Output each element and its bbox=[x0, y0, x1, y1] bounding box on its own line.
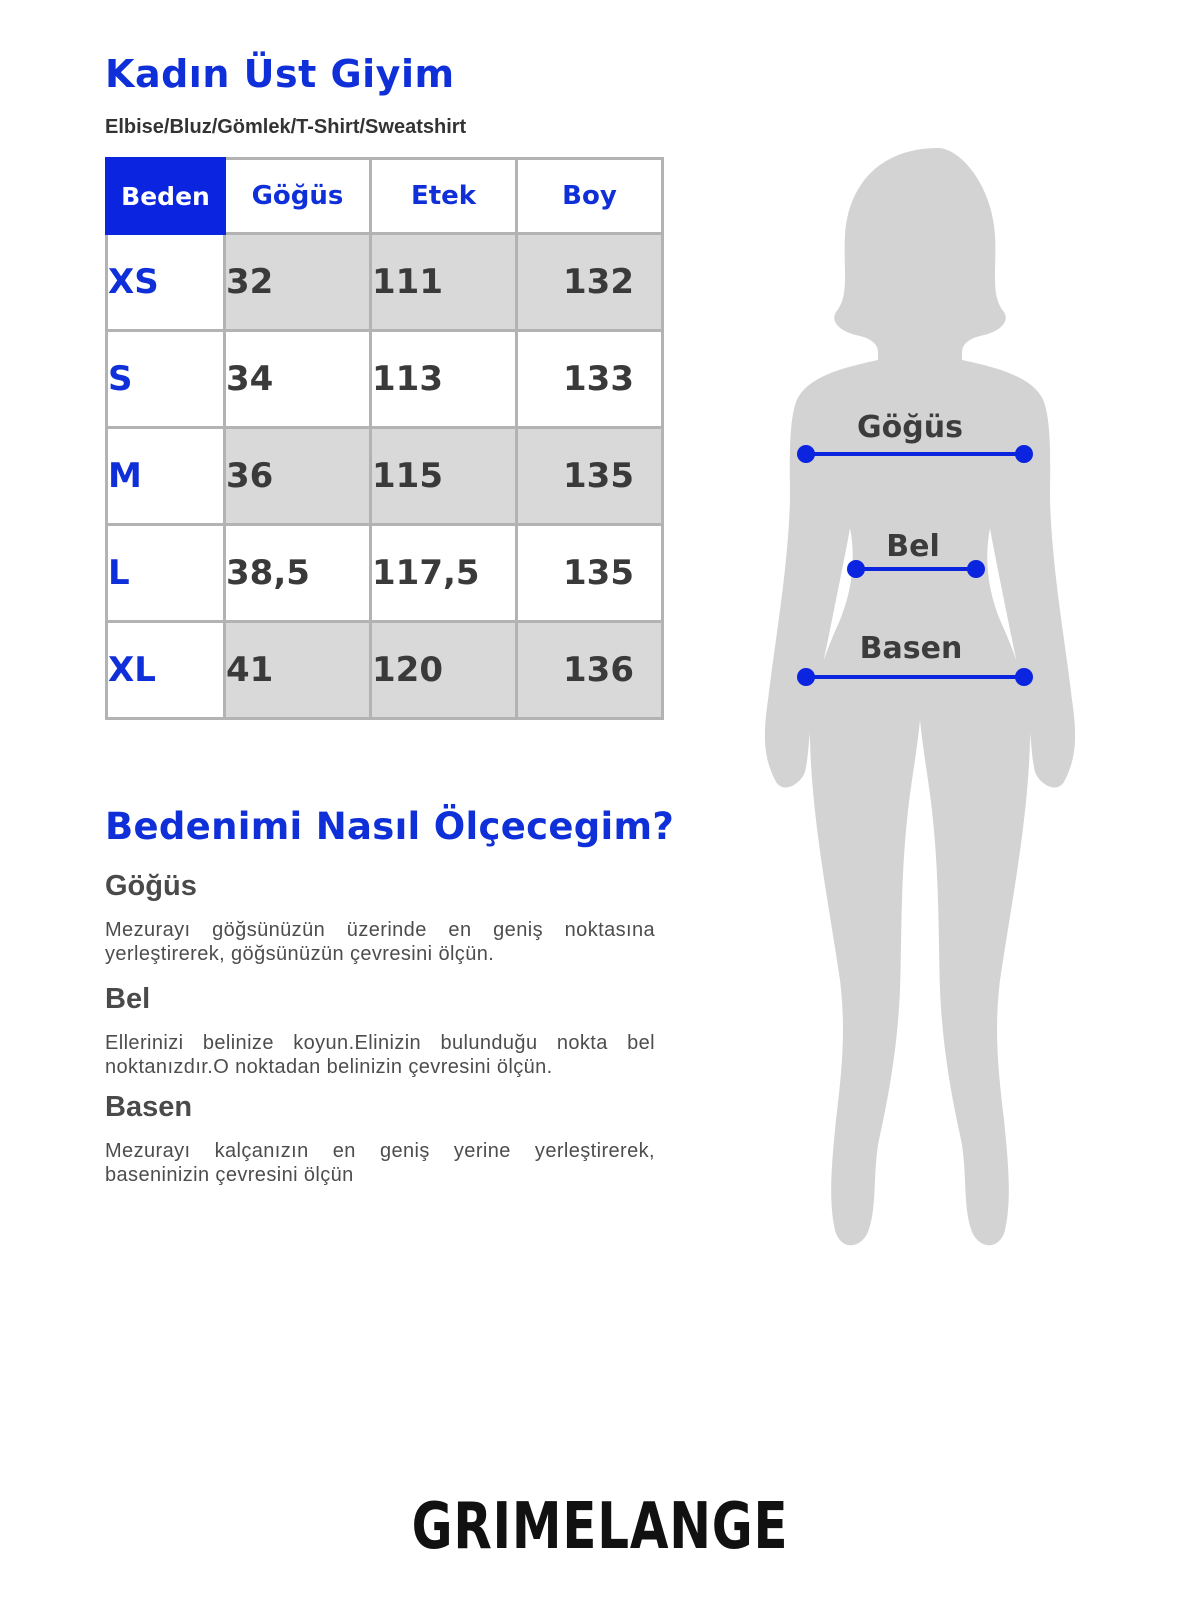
gogus-value: 41 bbox=[225, 622, 371, 719]
section-heading-basen: Basen bbox=[105, 1091, 193, 1123]
header-gogus: Göğüs bbox=[225, 159, 371, 234]
etek-value: 115 bbox=[371, 428, 517, 525]
page-title: Kadın Üst Giyim bbox=[105, 52, 455, 96]
etek-value: 113 bbox=[371, 331, 517, 428]
howto-title: Bedenimi Nasıl Ölçecegim? bbox=[105, 805, 675, 848]
etek-value: 120 bbox=[371, 622, 517, 719]
waist-label: Bel bbox=[886, 529, 940, 564]
section-text-bel: Ellerinizi belinize koyun.Elinizin bulunduğu nokta bel noktanızdır.O noktadan belinizin çevresini ölçün. bbox=[105, 1032, 655, 1078]
body-silhouette-figure bbox=[760, 140, 1140, 1290]
table-row bbox=[107, 234, 663, 331]
chest-label: Göğüs bbox=[857, 410, 963, 445]
size-label: M bbox=[107, 428, 225, 525]
size-label: S bbox=[107, 331, 225, 428]
table-row bbox=[107, 622, 663, 719]
etek-value: 117,5 bbox=[371, 525, 517, 622]
gogus-value: 32 bbox=[225, 234, 371, 331]
table-row bbox=[107, 428, 663, 525]
gogus-value: 36 bbox=[225, 428, 371, 525]
boy-value: 132 bbox=[517, 234, 663, 331]
brand-logo: GRIMELANGE bbox=[411, 1490, 789, 1564]
page-subtitle: Elbise/Bluz/Gömlek/T-Shirt/Sweatshirt bbox=[105, 116, 467, 138]
section-heading-bel: Bel bbox=[105, 983, 151, 1015]
woman-silhouette-icon bbox=[765, 148, 1075, 1245]
gogus-value: 38,5 bbox=[225, 525, 371, 622]
size-label: XS bbox=[107, 234, 225, 331]
boy-value: 133 bbox=[517, 331, 663, 428]
header-etek: Etek bbox=[371, 159, 517, 234]
size-label: XL bbox=[107, 622, 225, 719]
gogus-value: 34 bbox=[225, 331, 371, 428]
section-heading-gogus: Göğüs bbox=[105, 870, 197, 902]
size-table bbox=[105, 157, 664, 720]
section-text-basen: Mezurayı kalçanızın en geniş yerine yerleştirerek, baseninizin çevresini ölçün bbox=[105, 1140, 655, 1186]
section-text-gogus: Mezurayı göğsünüzün üzerinde en geniş noktasına yerleştirerek, göğsünüzün çevresini ölçün. bbox=[105, 919, 655, 965]
boy-value: 135 bbox=[517, 428, 663, 525]
boy-value: 135 bbox=[517, 525, 663, 622]
table-row bbox=[107, 525, 663, 622]
table-row bbox=[107, 331, 663, 428]
header-boy: Boy bbox=[517, 159, 663, 234]
size-label: L bbox=[107, 525, 225, 622]
hips-label: Basen bbox=[859, 631, 963, 666]
table-header-row bbox=[107, 159, 663, 234]
header-beden: Beden bbox=[107, 159, 225, 234]
boy-value: 136 bbox=[517, 622, 663, 719]
etek-value: 111 bbox=[371, 234, 517, 331]
